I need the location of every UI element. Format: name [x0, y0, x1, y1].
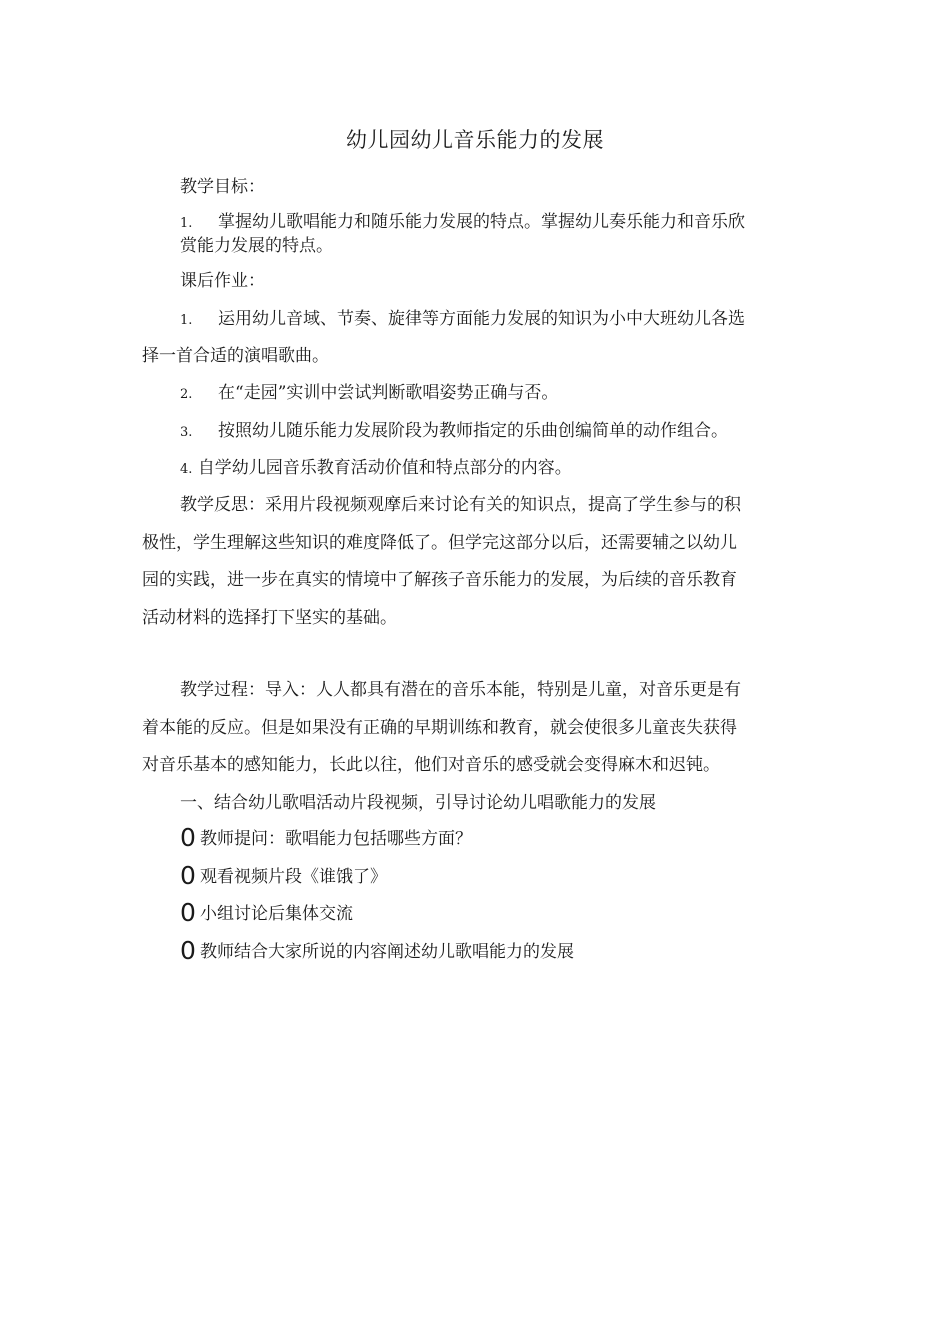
step-item [180, 861, 387, 890]
list-number: 2. [180, 387, 193, 402]
list-number: 1. [180, 313, 193, 328]
bullet-marker: 0 [180, 861, 196, 890]
objective-item-1-cont: 赏能力发展的特点。 [180, 236, 333, 256]
objective-item-1 [180, 211, 745, 235]
step-text: 教师结合大家所说的内容阐述幼儿歌唱能力的发展 [200, 942, 574, 962]
objectives-heading: 教学目标： [180, 177, 265, 197]
bullet-marker: 0 [180, 823, 196, 852]
step-text: 教师提问：歌唱能力包括哪些方面？ [200, 829, 472, 849]
homework-heading: 课后作业： [180, 271, 265, 291]
reflection-line-4: 活动材料的选择打下坚实的基础。 [142, 608, 397, 628]
homework-text: 自学幼儿园音乐教育活动价值和特点部分的内容。 [197, 458, 572, 478]
homework-text: 在“走园”实训中尝试判断歌唱姿势正确与否。 [218, 383, 559, 403]
reflection-line-3: 园的实践，进一步在真实的情境中了解孩子音乐能力的发展，为后续的音乐教育 [142, 570, 737, 590]
step-item [180, 823, 472, 852]
document-title: 幼儿园幼儿音乐能力的发展 [346, 128, 604, 152]
reflection-line-1: 教学反思：采用片段视频观摩后来讨论有关的知识点，提高了学生参与的积 [180, 495, 741, 515]
homework-item-4 [180, 457, 572, 481]
step-text: 观看视频片段《谁饿了》 [200, 867, 387, 887]
objective-text: 掌握幼儿歌唱能力和随乐能力发展的特点。掌握幼儿奏乐能力和音乐欣 [218, 212, 745, 232]
homework-item-2 [180, 382, 558, 406]
process-line-1: 教学过程：导入：人人都具有潜在的音乐本能，特别是儿童，对音乐更是有 [180, 680, 741, 700]
process-line-2: 着本能的反应。但是如果没有正确的早期训练和教育，就会使很多儿童丧失获得 [142, 718, 737, 738]
list-number: 1. [180, 216, 193, 231]
bullet-marker: 0 [180, 898, 196, 927]
list-number: 4. [180, 462, 193, 477]
section-heading-1: 一、结合幼儿歌唱活动片段视频，引导讨论幼儿唱歌能力的发展 [180, 793, 656, 813]
homework-item-1-cont: 择一首合适的演唱歌曲。 [142, 346, 329, 366]
bullet-marker: 0 [180, 936, 196, 965]
homework-item-1 [180, 308, 745, 332]
homework-item-3 [180, 420, 728, 444]
homework-text: 运用幼儿音域、节奏、旋律等方面能力发展的知识为小中大班幼儿各选 [218, 309, 745, 329]
list-number: 3. [180, 425, 193, 440]
process-line-3: 对音乐基本的感知能力，长此以往，他们对音乐的感受就会变得麻木和迟钝。 [142, 755, 720, 775]
reflection-line-2: 极性，学生理解这些知识的难度降低了。但学完这部分以后，还需要辅之以幼儿 [142, 533, 737, 553]
step-item [180, 898, 353, 927]
step-item [180, 936, 574, 965]
homework-text: 按照幼儿随乐能力发展阶段为教师指定的乐曲创编简单的动作组合。 [218, 421, 728, 441]
step-text: 小组讨论后集体交流 [200, 904, 353, 924]
